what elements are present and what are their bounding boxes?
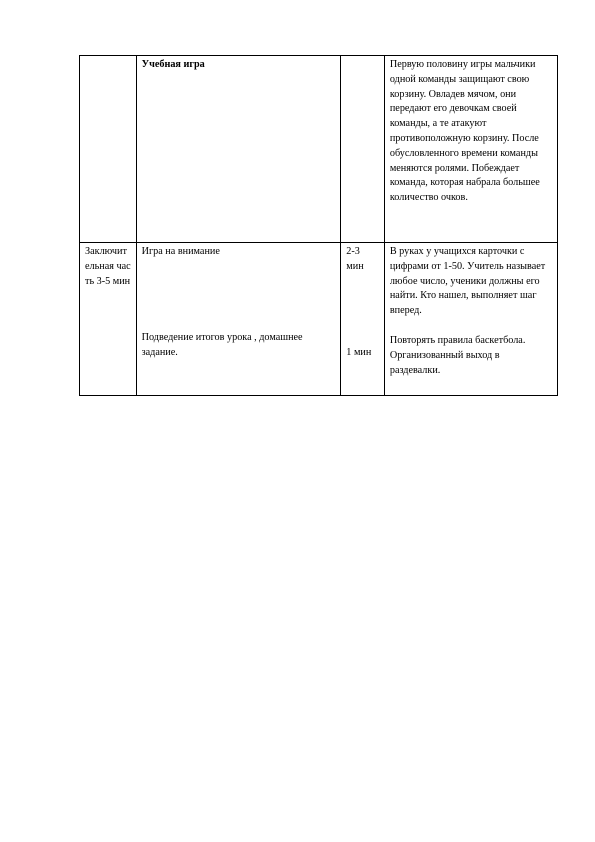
- activity-text: Игра на внимание: [141, 246, 220, 257]
- spacer: [346, 275, 379, 346]
- description-text: В руках у учащихся карточки с цифрами от 1-50. Учитель называет любое число, ученики должны его найти. Кто нашел, выполняет шаг вперед.: [389, 246, 546, 317]
- part-cell: Заключительная часть 3-5 мин: [80, 243, 137, 396]
- description-cell: [384, 243, 557, 396]
- description-cell: Первую половину игры мальчики одной команды защищают свою корзину. Овладев мячом, они передают его девочкам своей команды, а те атакуют противоположную корзину. После обусловленного времени команды меняются ролями. Побеждает команда, которая набрала большее количество очков.: [384, 56, 557, 243]
- activity-text: Подведение итогов урока , домашнее задание.: [141, 331, 303, 358]
- lesson-plan-table: [79, 55, 558, 396]
- spacer: [390, 319, 552, 334]
- time-cell: [341, 56, 385, 243]
- activity-cell: [136, 56, 341, 243]
- time-text: 1 мин: [346, 346, 372, 358]
- part-cell: [80, 56, 137, 243]
- activity-cell: [136, 243, 341, 396]
- time-text: 2-3 мин: [346, 246, 364, 272]
- description-text: Повторять правила баскетбола. Организованный выход в раздевалки.: [389, 334, 526, 376]
- activity-title: Учебная игра: [141, 59, 205, 70]
- table-row: [80, 243, 558, 396]
- time-cell: [341, 243, 385, 396]
- spacer: [142, 260, 336, 331]
- table-row: [80, 56, 558, 243]
